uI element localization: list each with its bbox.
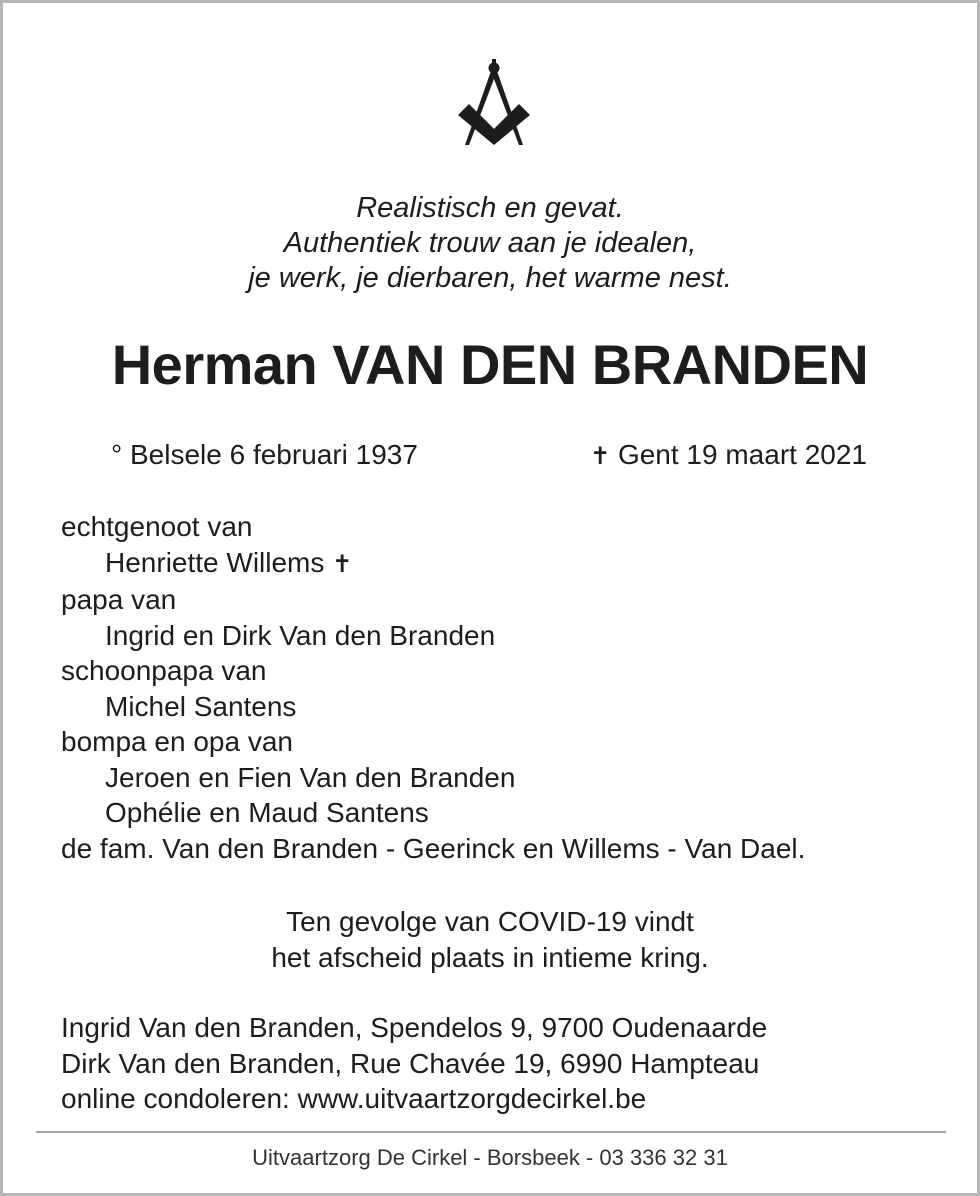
- memorial-quote: [3, 191, 977, 296]
- notice-line: het afscheid plaats in intieme kring.: [271, 942, 709, 973]
- contact-line: Dirk Van den Branden, Rue Chavée 19, 6990 Hampteau: [61, 1047, 760, 1079]
- quote-line: Authentiek trouw aan je idealen,: [283, 227, 697, 259]
- birth-date: ° Belsele 6 februari 1937: [111, 439, 418, 470]
- cross-icon: ✝: [332, 550, 353, 578]
- family-member: [61, 545, 805, 583]
- family-list: [61, 509, 805, 866]
- quote-line: je werk, je dierbaren, het warme nest.: [248, 262, 732, 294]
- death-date: [590, 437, 867, 475]
- death-date-text: Gent 19 maart 2021: [617, 439, 867, 470]
- family-member: Ingrid en Dirk Van den Branden: [105, 619, 496, 651]
- relation-label: schoonpapa van: [61, 655, 267, 686]
- contact-line: Ingrid Van den Branden, Spendelos 9, 9700 Oudenaarde: [61, 1012, 768, 1043]
- quote-line: Realistisch en gevat.: [356, 192, 624, 224]
- deceased-name: Herman VAN DEN BRANDEN: [111, 333, 869, 396]
- relation-label: bompa en opa van: [61, 726, 293, 757]
- condolence-link[interactable]: online condoleren: www.uitvaartzorgdecirkel.be: [61, 1083, 647, 1114]
- relation-label: papa van: [61, 584, 177, 615]
- family-member: Jeroen en Fien Van den Branden: [105, 761, 516, 793]
- extended-family: de fam. Van den Branden - Geerinck en Willems - Van Dael.: [61, 832, 806, 864]
- contact-addresses: [61, 1010, 767, 1117]
- family-member: Michel Santens: [105, 690, 297, 722]
- footer-divider: [36, 1131, 946, 1133]
- family-member: Ophélie en Maud Santens: [105, 797, 429, 828]
- spouse-name: Henriette Willems: [105, 546, 325, 578]
- notice-line: Ten gevolge van COVID-19 vindt: [286, 906, 694, 937]
- relation-label: echtgenoot van: [61, 511, 253, 542]
- square-and-compasses-icon: [455, 59, 533, 147]
- cross-icon: ✝: [590, 443, 611, 470]
- funeral-home-footer: Uitvaartzorg De Cirkel - Borsbeek - 03 336 32 31: [252, 1145, 728, 1170]
- ceremony-notice: [3, 904, 977, 976]
